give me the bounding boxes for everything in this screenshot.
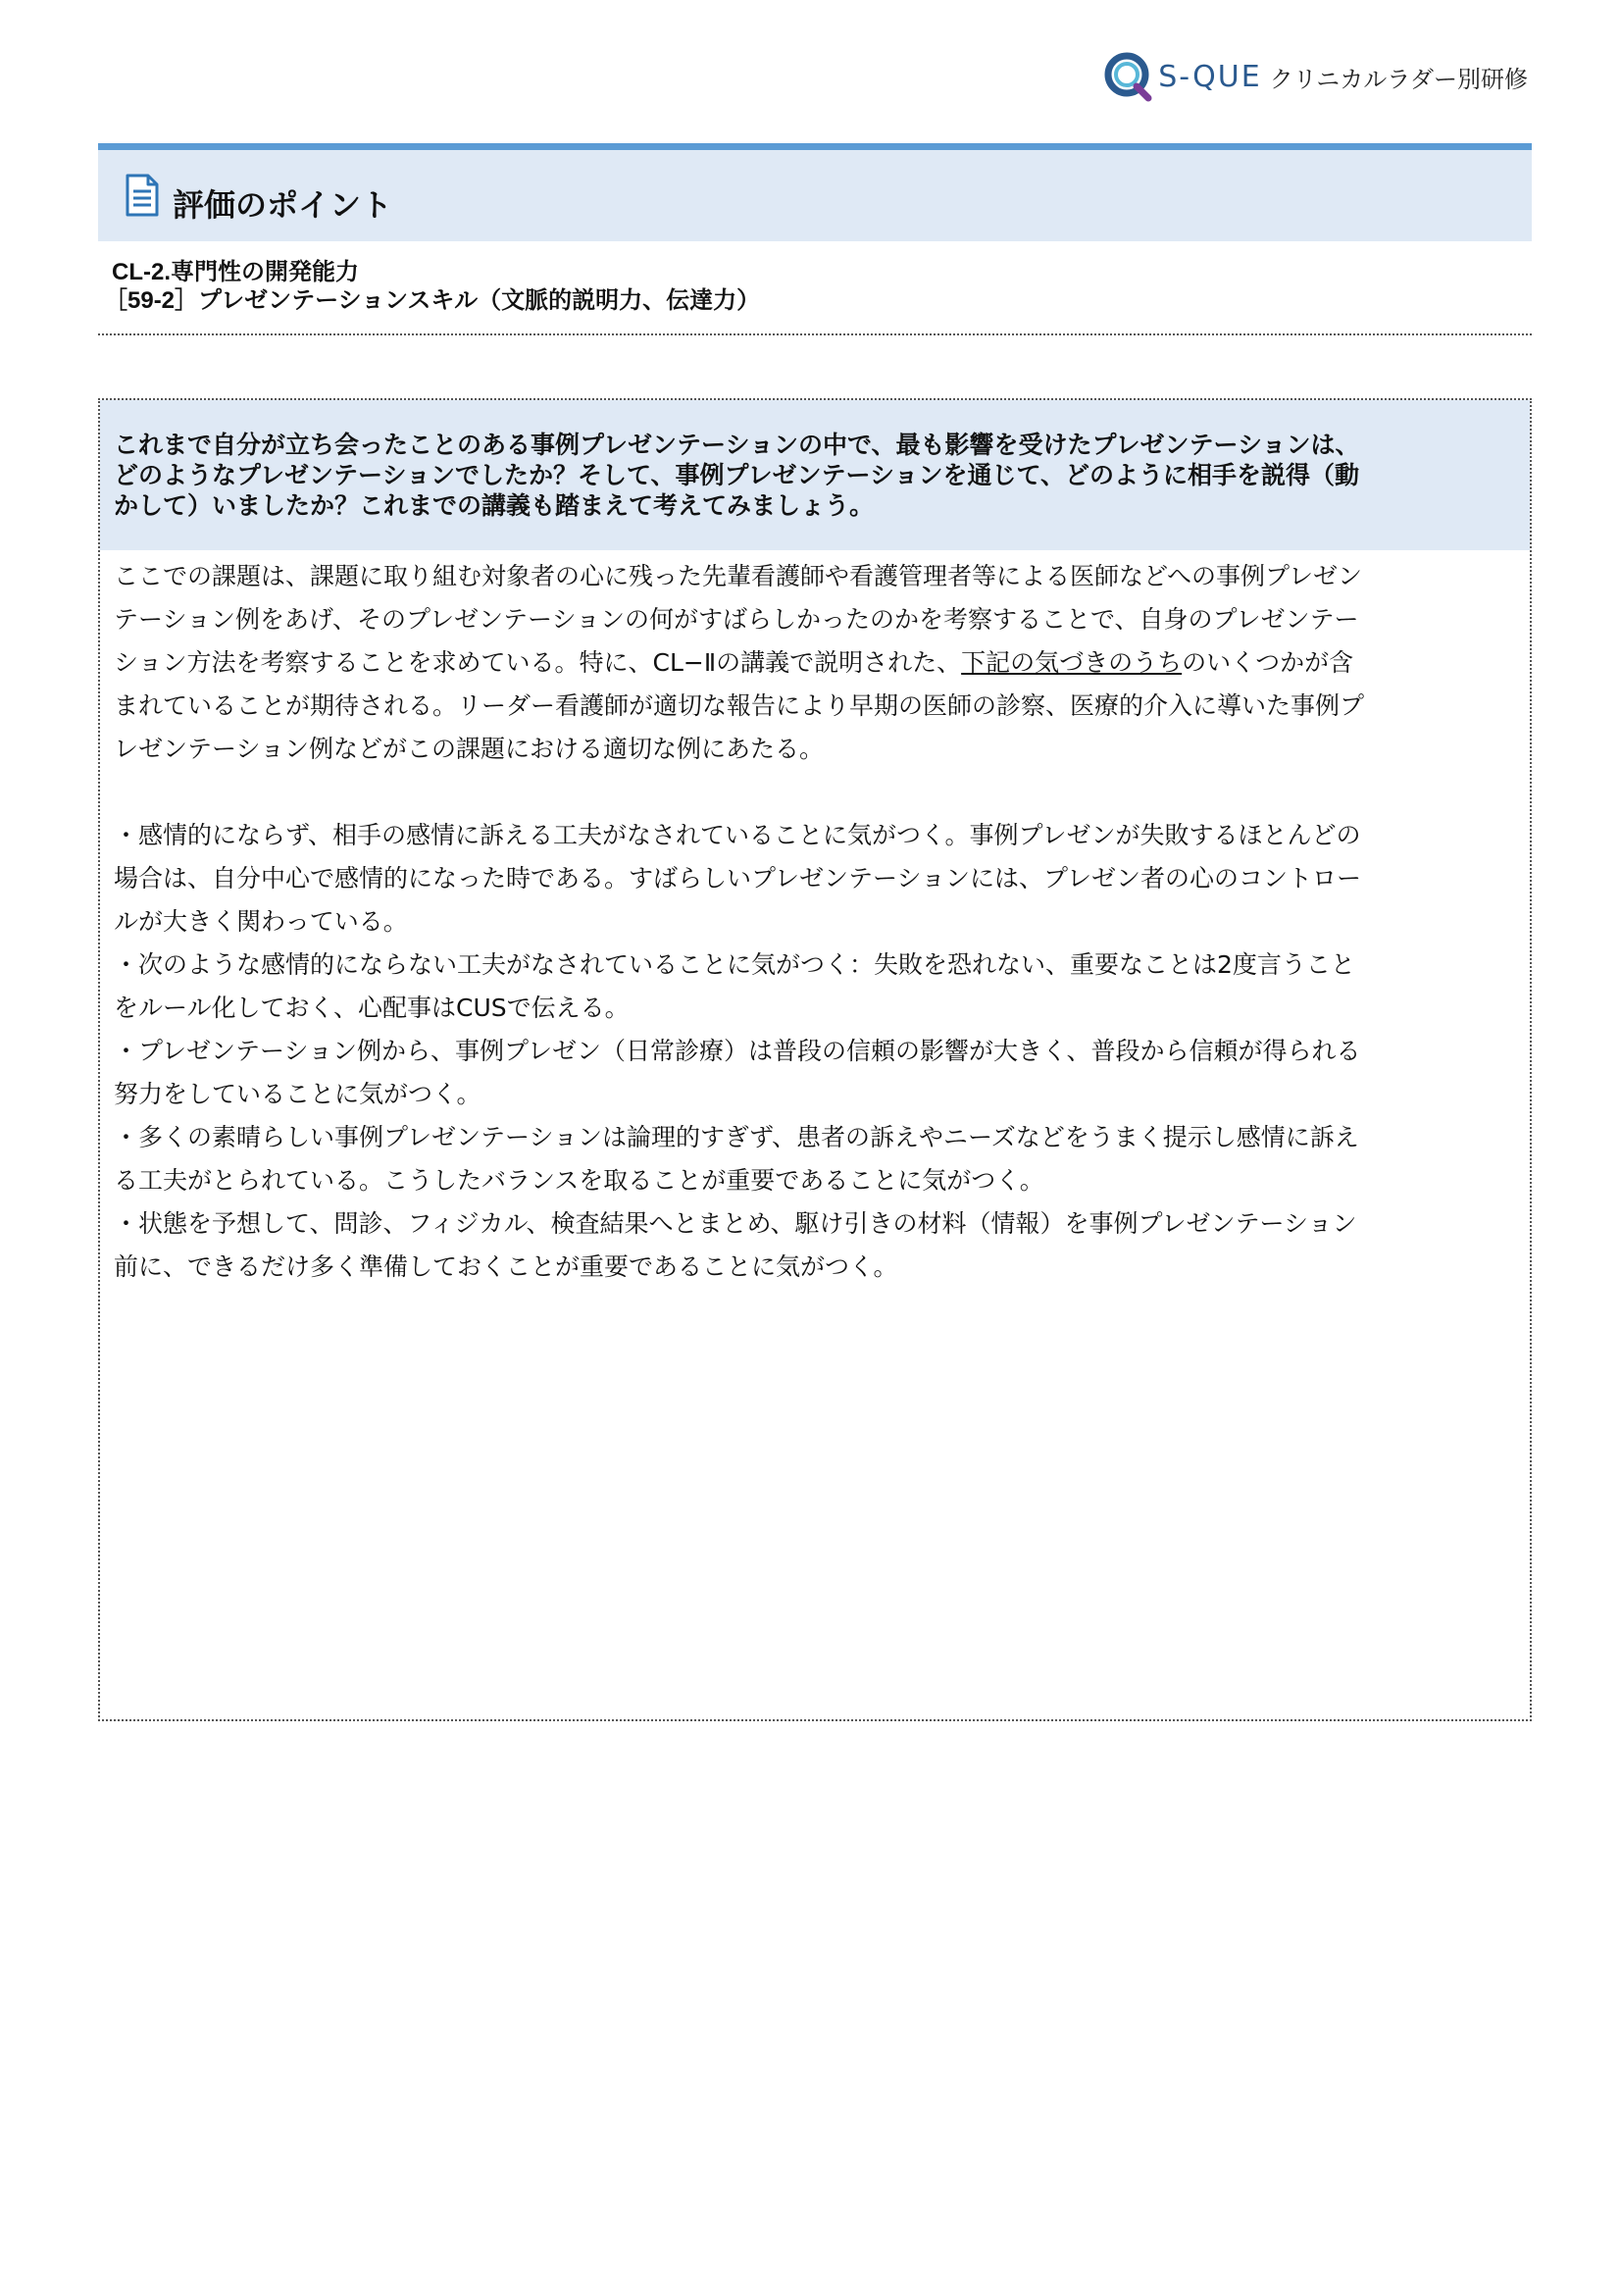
document-icon bbox=[126, 174, 159, 217]
brand-subtitle: クリニカルラダー別研修 bbox=[1269, 65, 1528, 93]
answer-intro-text: ション方法を考察することを求めている。特に、CL−Ⅱの講義で説明された、 bbox=[114, 648, 962, 677]
question-line: これまで自分が立ち会ったことのある事例プレゼンテーションの中で、最も影響を受けたプレゼンテーションは、 bbox=[114, 431, 1360, 459]
bullet-line: ・プレゼンテーション例から、事例プレゼン（日常診療）は普段の信頼の影響が大きく、普段から信頼が得られる bbox=[114, 1037, 1361, 1065]
answer-intro-line: ここでの課題は、課題に取り組む対象者の心に残った先輩看護師や看護管理者等による医師などへの事例プレゼン bbox=[114, 562, 1363, 590]
competency-item: ［59-2］プレゼンテーションスキル（文脈的説明力、伝達力） bbox=[104, 287, 761, 314]
bullet-line: 前に、できるだけ多く準備しておくことが重要であることに気がつく。 bbox=[114, 1252, 898, 1281]
bullet-line: 場合は、自分中心で感情的になった時である。すばらしいプレゼンテーションには、プレゼン者の心のコントロー bbox=[114, 864, 1362, 893]
bullet-line: ルが大きく関わっている。 bbox=[114, 907, 408, 936]
brand-name: S-QUE bbox=[1158, 59, 1262, 94]
bullet-line: る工夫がとられている。こうしたバランスを取ることが重要であることに気がつく。 bbox=[114, 1166, 1044, 1195]
answer-intro-line: テーション例をあげ、そのプレゼンテーションの何がすばらしかったのかを考察することで、自身のプレゼンテー bbox=[114, 605, 1359, 634]
answer-intro-line bbox=[114, 641, 1510, 685]
section-title: 評価のポイント bbox=[173, 185, 393, 224]
divider bbox=[98, 333, 1532, 335]
paragraph-spacer bbox=[114, 771, 1510, 814]
qa-box bbox=[98, 398, 1532, 1721]
underlined-phrase: 下記の気づきのうち bbox=[961, 648, 1183, 677]
competency-labels bbox=[104, 258, 1524, 315]
brand-logo bbox=[1103, 49, 1528, 104]
answer-intro-text: のいくつかが含 bbox=[1182, 648, 1354, 677]
bullet-line: ・感情的にならず、相手の感情に訴える工夫がなされていることに気がつく。事例プレゼンが失敗するほとんどの bbox=[114, 821, 1361, 849]
answer-block bbox=[100, 550, 1530, 1289]
bullet-line: ・状態を予想して、問診、フィジカル、検査結果へとまとめ、駆け引きの材料（情報）を事例プレゼンテーション bbox=[114, 1209, 1357, 1238]
brand-logo-icon bbox=[1103, 51, 1154, 102]
bullet-line: ・多くの素晴らしい事例プレゼンテーションは論理的すぎず、患者の訴えやニーズなどをうまく提示し感情に訴え bbox=[114, 1123, 1359, 1151]
answer-intro-line: まれていることが期待される。リーダー看護師が適切な報告により早期の医師の診察、医療的介入に導いた事例プ bbox=[114, 691, 1365, 720]
bullet-line: 努力をしていることに気がつく。 bbox=[114, 1080, 481, 1108]
competency-category: CL-2.専門性の開発能力 bbox=[112, 259, 359, 285]
bullet-line: をルール化しておく、心配事はCUSで伝える。 bbox=[114, 994, 630, 1022]
section-header bbox=[98, 143, 1532, 241]
question-block bbox=[100, 400, 1530, 550]
question-line: かして）いましたか？これまでの講義も踏まえて考えてみましょう。 bbox=[114, 491, 875, 520]
question-line: どのようなプレゼンテーションでしたか？そして、事例プレゼンテーションを通じて、どのように相手を説得（動 bbox=[114, 461, 1360, 489]
bullet-line: ・次のような感情的にならない工夫がなされていることに気がつく：失敗を恐れない、重要なことは2度言うこと bbox=[114, 950, 1355, 979]
answer-intro-line: レゼンテーション例などがこの課題における適切な例にあたる。 bbox=[114, 735, 825, 763]
